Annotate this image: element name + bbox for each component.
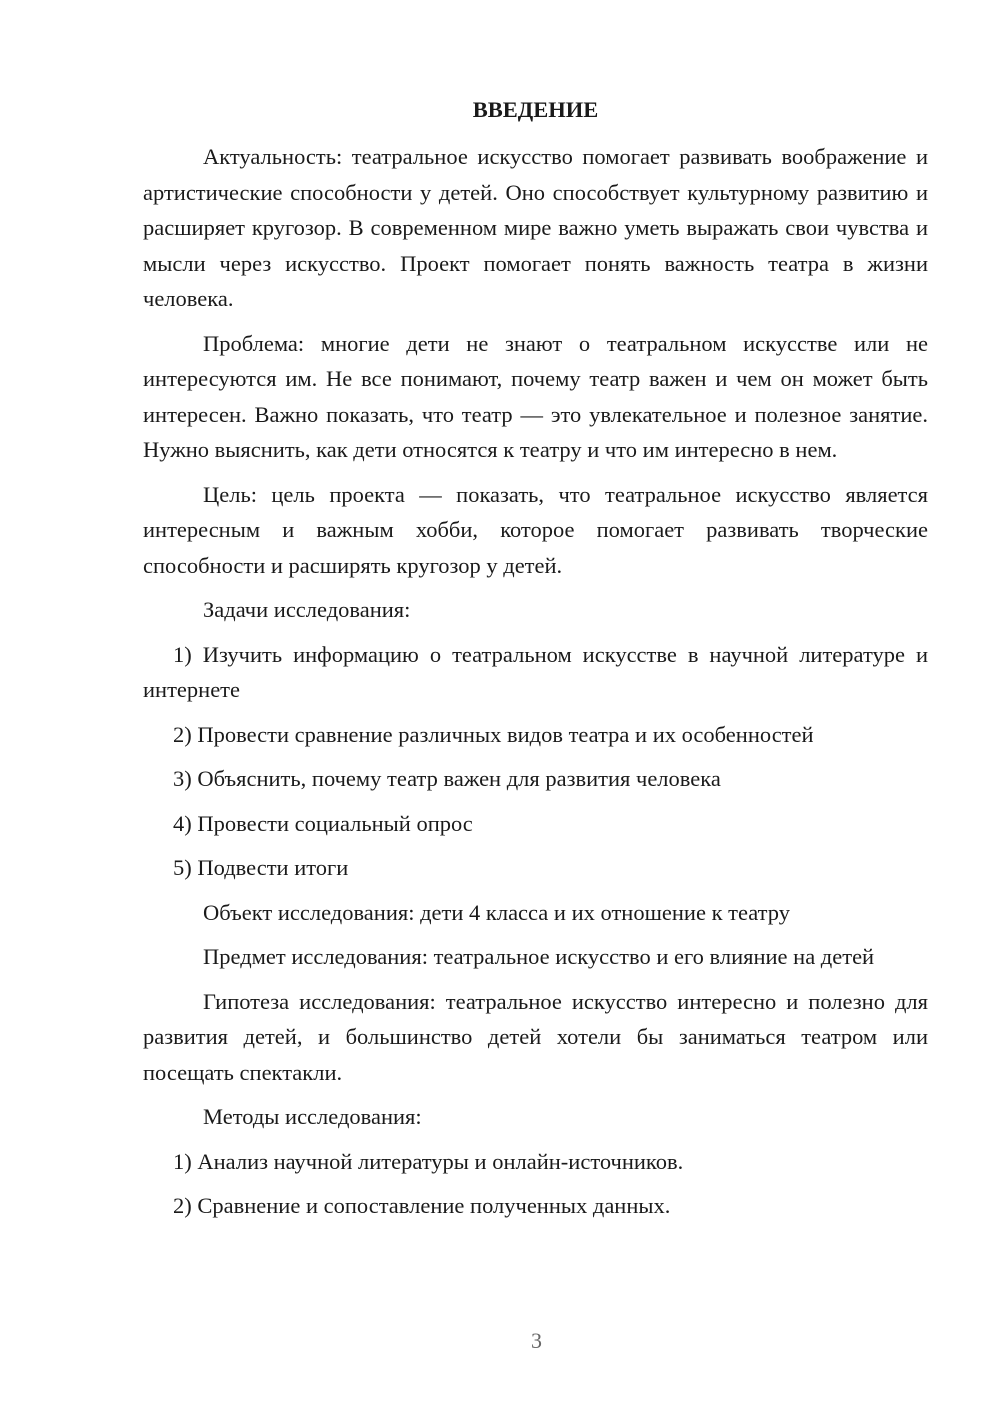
object-paragraph: Объект исследования: дети 4 класса и их отношение к театру <box>203 899 790 925</box>
method-item-2: 2) Сравнение и сопоставление полученных данных. <box>173 1193 671 1218</box>
tasks-title: Задачи исследования: <box>203 597 411 622</box>
relevance-paragraph: Актуальность: театральное искусство помогает развивать воображение и артистические способности у детей. Оно способствует культурному развитию и расширяет кругозор. В современном мире важно уметь выражать свои чувства и мысли через искусство. Проект помогает понять важность театра в жизни человека. <box>143 144 928 311</box>
method-item-1: 1) Анализ научной литературы и онлайн-источников. <box>173 1148 684 1174</box>
task-item-4: 4) Провести социальный опрос <box>173 810 473 836</box>
hypothesis-paragraph: Гипотеза исследования: театральное искусство интересно и полезно для развития детей, и большинство детей хотели бы заниматься театром или посещать спектакли. <box>143 988 928 1085</box>
section-heading: ВВЕДЕНИЕ <box>472 97 599 122</box>
methods-title: Методы исследования: <box>203 1104 422 1129</box>
task-item-3: 3) Объяснить, почему театр важен для развития человека <box>173 766 721 791</box>
problem-paragraph: Проблема: многие дети не знают о театральном искусстве или не интересуются им. Не все понимают, почему театр важен и чем он может быть интересен. Важно показать, что театр — это увлекательное и полезное занятие. Нужно выяснить, как дети относятся к театру и что им интересно в нем. <box>143 330 928 462</box>
page-content <box>143 92 928 1233</box>
page-number: 3 <box>531 1328 542 1353</box>
task-item-2: 2) Провести сравнение различных видов театра и их особенностей <box>173 721 814 747</box>
goal-paragraph: Цель: цель проекта — показать, что театральное искусство является интересным и важным хобби, которое помогает развивать творческие способности и расширять кругозор у детей. <box>143 481 928 578</box>
task-item-1: 1) Изучить информацию о театральном искусстве в научной литературе и интернете <box>143 641 928 702</box>
task-item-5: 5) Подвести итоги <box>173 855 349 880</box>
subject-paragraph: Предмет исследования: театральное искусство и его влияние на детей <box>203 944 875 969</box>
